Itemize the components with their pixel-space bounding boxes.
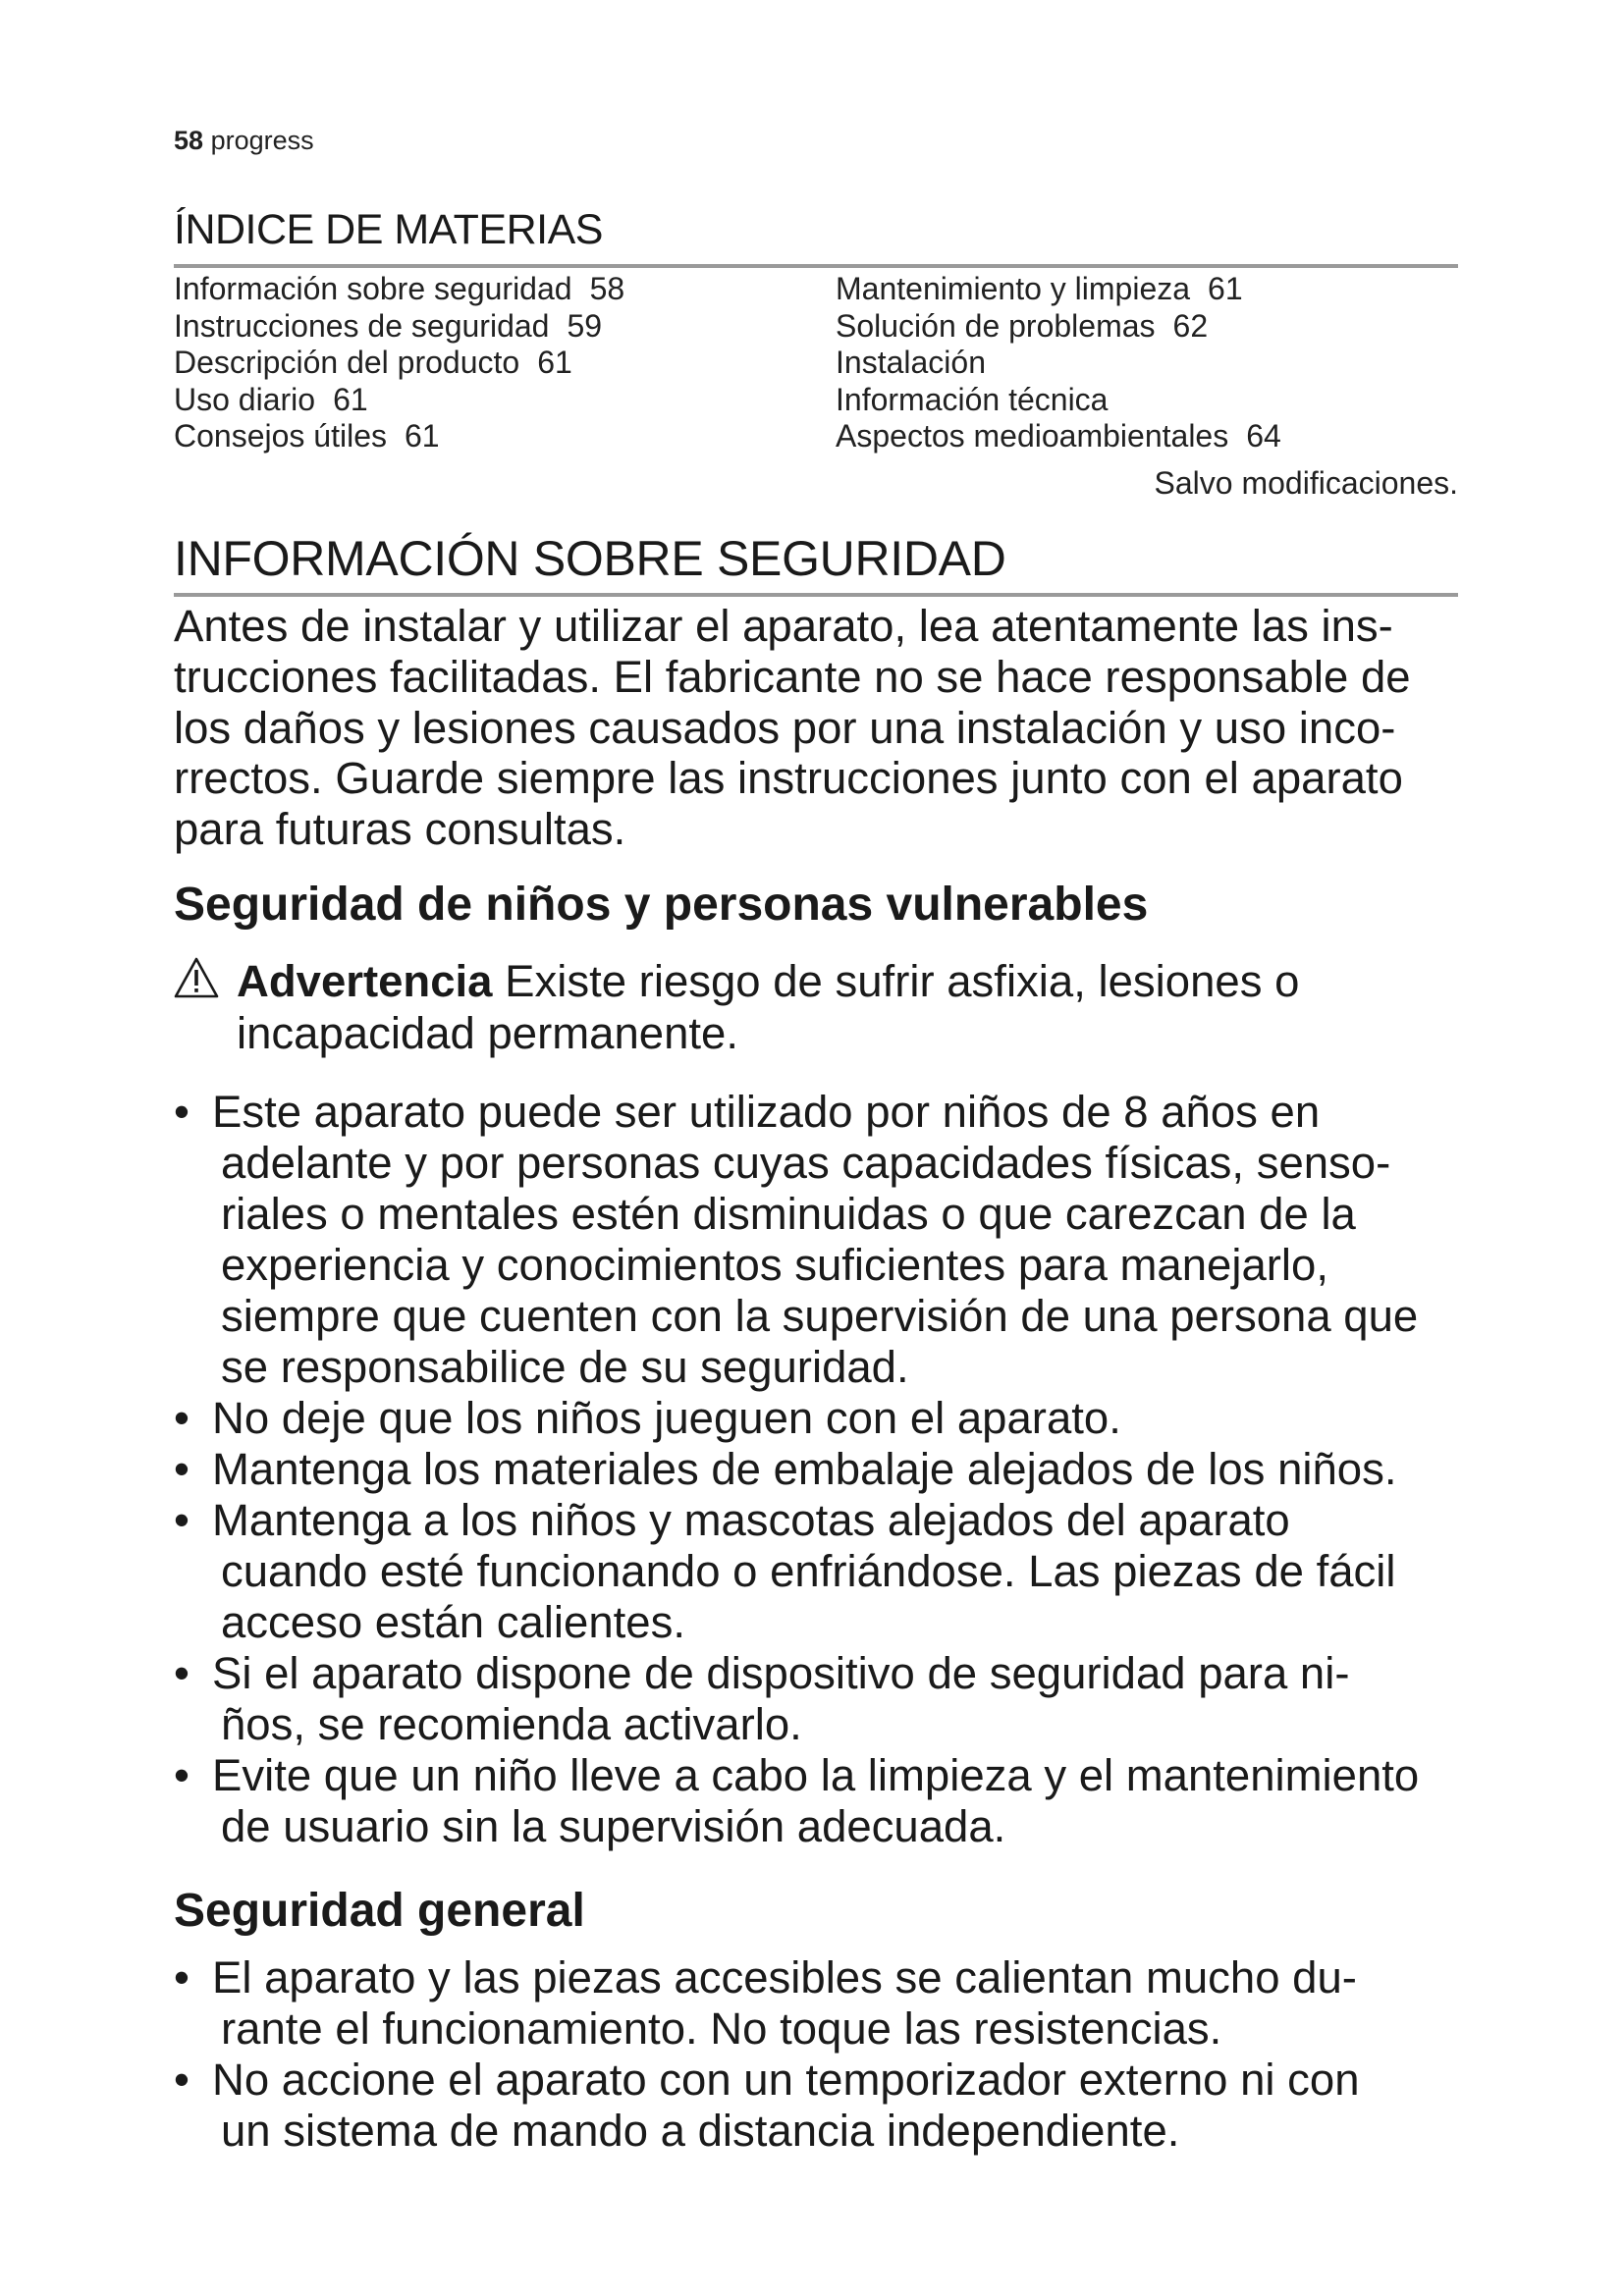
bullet-icon: • bbox=[174, 1444, 189, 1494]
intro-line: Antes de instalar y utilizar el aparato, lea atentamente las ins- bbox=[174, 601, 1393, 651]
list-item-line: Evite que un niño lleve a cabo la limpieza y el mantenimiento bbox=[212, 1750, 1420, 1800]
intro-line: rrectos. Guarde siempre las instrucciones junto con el aparato bbox=[174, 753, 1403, 804]
toc-entry-page: 62 bbox=[1172, 307, 1209, 344]
toc-entry bbox=[836, 271, 1281, 308]
general-safety-heading: Seguridad general bbox=[174, 1885, 585, 1937]
section-title: INFORMACIÓN SOBRE SEGURIDAD bbox=[174, 531, 1006, 586]
list-item bbox=[174, 1648, 1458, 1750]
toc-entry-label: Instalación bbox=[836, 345, 986, 380]
toc-entry bbox=[836, 345, 1281, 382]
toc-entry bbox=[174, 382, 624, 419]
toc-entry bbox=[836, 308, 1281, 346]
bullet-icon: • bbox=[174, 1952, 189, 2002]
list-item bbox=[174, 1952, 1458, 2055]
toc-entry-label: Uso diario bbox=[174, 381, 316, 417]
list-item-line: Mantenga los materiales de embalaje alejados de los niños. bbox=[212, 1444, 1397, 1494]
list-item-line: Si el aparato dispone de dispositivo de seguridad para ni- bbox=[212, 1648, 1350, 1698]
intro-line: los daños y lesiones causados por una instalación y uso inco- bbox=[174, 702, 1396, 753]
toc-right-column bbox=[836, 271, 1281, 455]
intro-line: para futuras consultas. bbox=[174, 804, 626, 855]
toc-left-column bbox=[174, 271, 624, 455]
toc-entry bbox=[174, 308, 624, 346]
list-item-line: un sistema de mando a distancia independiente. bbox=[221, 2106, 1180, 2156]
toc-divider bbox=[174, 264, 1458, 268]
toc-entry-label: Aspectos medioambientales bbox=[836, 418, 1229, 454]
toc-entry-label: Instrucciones de seguridad bbox=[174, 307, 550, 344]
toc-entry-label: Consejos útiles bbox=[174, 418, 387, 454]
children-safety-heading: Seguridad de niños y personas vulnerables bbox=[174, 879, 1149, 931]
toc-entry bbox=[174, 271, 624, 308]
toc-entry-page: 61 bbox=[537, 345, 572, 380]
page-header bbox=[174, 126, 314, 156]
list-item bbox=[174, 2055, 1458, 2157]
toc-entry-page: 61 bbox=[1208, 271, 1243, 306]
toc-entry-label: Descripción del producto bbox=[174, 345, 520, 380]
toc-entry-page: 61 bbox=[405, 418, 440, 454]
toc-entry-label: Solución de problemas bbox=[836, 307, 1156, 344]
list-item-line: adelante y por personas cuyas capacidades físicas, senso- bbox=[221, 1138, 1391, 1188]
page-number: 58 bbox=[174, 126, 204, 155]
list-item-line: cuando esté funcionando o enfriándose. Las piezas de fácil bbox=[221, 1546, 1396, 1596]
list-item-line: ños, se recomienda activarlo. bbox=[221, 1699, 802, 1749]
list-item bbox=[174, 1393, 1458, 1444]
bullet-icon: • bbox=[174, 1495, 189, 1545]
toc-entry-label: Información sobre seguridad bbox=[174, 271, 572, 306]
warning-label: Advertencia bbox=[237, 956, 493, 1006]
warning-notice bbox=[174, 955, 1458, 1059]
toc-entry-page: 61 bbox=[333, 381, 368, 417]
bullet-icon: • bbox=[174, 1750, 189, 1800]
children-safety-list bbox=[174, 1087, 1458, 1852]
list-item-line: Mantenga a los niños y mascotas alejados del aparato bbox=[212, 1495, 1290, 1545]
toc-entry bbox=[836, 382, 1281, 419]
list-item-line: El aparato y las piezas accesibles se calientan mucho du- bbox=[212, 1952, 1357, 2002]
toc-entry bbox=[836, 418, 1281, 455]
toc-note: Salvo modificaciones. bbox=[1154, 465, 1458, 501]
list-item-line: acceso están calientes. bbox=[221, 1597, 685, 1647]
bullet-icon: • bbox=[174, 1087, 189, 1137]
toc-entry-label: Mantenimiento y limpieza bbox=[836, 271, 1191, 306]
toc-entry-label: Información técnica bbox=[836, 381, 1109, 417]
list-item-line: rante el funcionamiento. No toque las resistencias. bbox=[221, 2003, 1222, 2054]
toc-entry-page: 59 bbox=[567, 307, 603, 344]
intro-line: trucciones facilitadas. El fabricante no se hace responsable de bbox=[174, 651, 1411, 702]
list-item-line: No accione el aparato con un temporizador externo ni con bbox=[212, 2055, 1360, 2105]
toc-entry bbox=[174, 345, 624, 382]
intro-paragraph bbox=[174, 601, 1458, 855]
toc-entry-page: 64 bbox=[1246, 418, 1281, 454]
toc-title: ÍNDICE DE MATERIAS bbox=[174, 206, 603, 253]
list-item bbox=[174, 1750, 1458, 1852]
list-item-line: Este aparato puede ser utilizado por niños de 8 años en bbox=[212, 1087, 1321, 1137]
bullet-icon: • bbox=[174, 1648, 189, 1698]
list-item bbox=[174, 1495, 1458, 1648]
list-item bbox=[174, 1087, 1458, 1393]
warning-line: incapacidad permanente. bbox=[237, 1008, 738, 1058]
list-item-line: experiencia y conocimientos suficientes para manejarlo, bbox=[221, 1240, 1328, 1290]
warning-line bbox=[174, 955, 1458, 1007]
list-item-line: se responsabilice de su seguridad. bbox=[221, 1342, 909, 1392]
bullet-icon: • bbox=[174, 2055, 189, 2105]
list-item-line: riales o mentales estén disminuidas o que carezcan de la bbox=[221, 1189, 1356, 1239]
general-safety-list bbox=[174, 1952, 1458, 2157]
list-item-line: de usuario sin la supervisión adecuada. bbox=[221, 1801, 1006, 1851]
section-divider bbox=[174, 593, 1458, 597]
list-item-line: No deje que los niños jueguen con el aparato. bbox=[212, 1393, 1121, 1443]
brand-name: progress bbox=[210, 126, 314, 155]
toc-entry-page: 58 bbox=[589, 271, 625, 306]
warning-text: Existe riesgo de sufrir asfixia, lesiones o bbox=[505, 956, 1300, 1006]
list-item-line: siempre que cuenten con la supervisión de una persona que bbox=[221, 1291, 1419, 1341]
warning-triangle-icon bbox=[174, 957, 219, 998]
bullet-icon: • bbox=[174, 1393, 189, 1443]
list-item bbox=[174, 1444, 1458, 1495]
toc-entry bbox=[174, 418, 624, 455]
